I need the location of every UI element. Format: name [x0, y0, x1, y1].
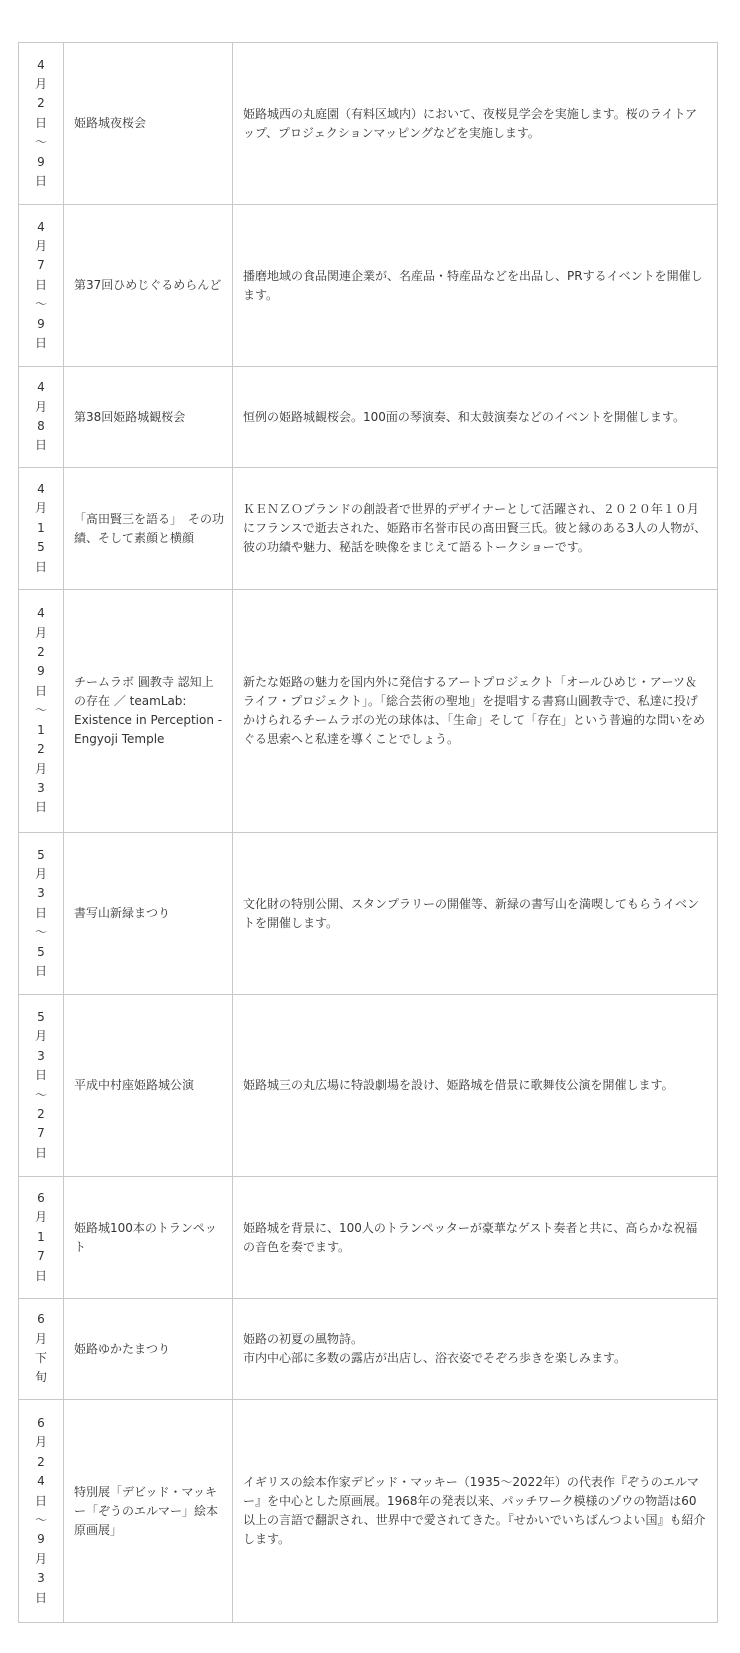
table-row	[19, 205, 718, 367]
event-title: 特別展「デビッド・マッキー「ぞうのエルマー」絵本原画展」	[64, 1400, 233, 1623]
table-row	[19, 833, 718, 995]
event-date	[19, 590, 64, 833]
table-row	[19, 43, 718, 205]
date-char: 月	[34, 501, 47, 516]
date-char: 7	[37, 258, 45, 273]
event-date	[19, 468, 64, 590]
date-char: ～	[34, 1513, 47, 1527]
date-char: ～	[34, 135, 47, 150]
date-char: 日	[34, 683, 47, 698]
date-char: 月	[34, 866, 47, 881]
date-char: 2	[37, 742, 45, 757]
date-char: 日	[34, 559, 47, 574]
date-char: 日	[34, 1493, 47, 1508]
event-title: 第38回姫路城観桜会	[64, 367, 233, 468]
date-char: 日	[34, 174, 47, 189]
table-row	[19, 367, 718, 468]
date-char: 月	[34, 399, 47, 414]
date-char: 日	[34, 336, 47, 351]
date-char: 4	[37, 606, 45, 621]
event-date	[19, 995, 64, 1177]
date-char: 日	[34, 1590, 47, 1605]
date-char: 4	[37, 1474, 45, 1489]
event-title: 平成中村座姫路城公演	[64, 995, 233, 1177]
date-char: 8	[37, 419, 45, 433]
date-char: 3	[37, 886, 45, 901]
date-char: 日	[34, 800, 47, 815]
date-char: 日	[34, 115, 47, 130]
event-title: 姫路城100本のトランペット	[64, 1177, 233, 1299]
date-char: 日	[34, 438, 47, 453]
table-row	[19, 1400, 718, 1623]
date-char: ～	[34, 925, 47, 940]
event-title: 姫路城夜桜会	[64, 43, 233, 205]
date-char: 月	[34, 1331, 47, 1346]
date-char: 日	[34, 277, 47, 292]
event-description: 姫路の初夏の風物詩。 市内中心部に多数の露店が出店し、浴衣姿でそぞろ歩きを楽しみます。	[233, 1299, 718, 1400]
date-char: 4	[37, 380, 45, 395]
table-row	[19, 468, 718, 590]
date-char: 4	[37, 219, 45, 234]
date-char: 1	[37, 722, 45, 737]
date-char: 月	[34, 238, 47, 253]
table-row	[19, 995, 718, 1177]
event-title: 第37回ひめじぐるめらんど	[64, 205, 233, 367]
date-char: 2	[37, 96, 45, 111]
date-char: 月	[34, 1435, 47, 1450]
date-char: 5	[37, 1009, 45, 1024]
date-char: 月	[34, 625, 47, 640]
date-char: 2	[37, 1454, 45, 1469]
event-title: 「髙田賢三を語る」 その功績、そして素顔と横顔	[64, 468, 233, 590]
date-char: ～	[34, 297, 47, 312]
table-row	[19, 1299, 718, 1400]
date-char: 6	[37, 1415, 45, 1430]
date-char: 月	[34, 761, 47, 776]
date-char: 5	[37, 847, 45, 862]
event-description: 恒例の姫路城観桜会。100面の琴演奏、和太鼓演奏などのイベントを開催します。	[233, 367, 718, 468]
event-description: 姫路城を背景に、100人のトランペッターが豪華なゲスト奏者と共に、高らかな祝福の音色を奏でます。	[233, 1177, 718, 1299]
event-description: 姫路城三の丸広場に特設劇場を設け、姫路城を借景に歌舞伎公演を開催します。	[233, 995, 718, 1177]
date-char: 日	[34, 1145, 47, 1160]
event-date	[19, 833, 64, 995]
event-date	[19, 1299, 64, 1400]
event-title: チームラボ 圓教寺 認知上の存在 ／ teamLab: Existence in Perception - Engyoji Temple	[64, 590, 233, 833]
date-char: ～	[34, 703, 47, 718]
date-char: 7	[37, 1249, 45, 1264]
date-char: 9	[37, 1532, 45, 1547]
table-row	[19, 590, 718, 833]
date-char: 1	[37, 1229, 45, 1244]
event-title: 姫路ゆかたまつり	[64, 1299, 233, 1400]
event-description: 姫路城西の丸庭園（有料区域内）において、夜桜見学会を実施します。桜のライトアップ、プロジェクションマッピングなどを実施します。	[233, 43, 718, 205]
date-char: 月	[34, 1210, 47, 1225]
event-date	[19, 367, 64, 468]
date-char: 日	[34, 905, 47, 920]
date-char: 9	[37, 316, 45, 331]
table-row	[19, 1177, 718, 1299]
date-char: 6	[37, 1312, 45, 1327]
event-title: 書写山新緑まつり	[64, 833, 233, 995]
event-description: イギリスの絵本作家デビッド・マッキー（1935～2022年）の代表作『ぞうのエルマー』を中心とした原画展。1968年の発表以来、パッチワーク模様のゾウの物語は60以上の言語で翻訳され、世界中で愛されてきた。『せかいでいちばんつよい国』も紹介します。	[233, 1400, 718, 1623]
date-char: 3	[37, 1048, 45, 1063]
date-char: 2	[37, 1106, 45, 1121]
date-char: 9	[37, 664, 45, 679]
date-char: 月	[34, 1029, 47, 1044]
date-char: 2	[37, 645, 45, 660]
date-char: 9	[37, 154, 45, 169]
event-date	[19, 43, 64, 205]
date-char: 月	[34, 1551, 47, 1566]
date-char: 4	[37, 57, 45, 72]
date-char: ～	[34, 1087, 47, 1102]
events-table-wrapper	[18, 42, 718, 1623]
date-char: 4	[37, 481, 45, 496]
event-description: ＫＥＮＺＯブランドの創設者で世界的デザイナーとして活躍され、２０２０年１０月にフランスで逝去された、姫路市名誉市民の髙田賢三氏。彼と縁のある3人の人物が、彼の功績や魅力、秘話を映像をまじえて語るトークショーです。	[233, 468, 718, 590]
event-description: 播磨地域の食品関連企業が、名産品・特産品などを出品し、PRするイベントを開催します。	[233, 205, 718, 367]
date-char: 3	[37, 1571, 45, 1586]
date-char: 5	[37, 944, 45, 959]
event-description: 新たな姫路の魅力を国内外に発信するアートプロジェクト「オールひめじ・アーツ＆ライフ・プロジェクト」。「総合芸術の聖地」を提唱する書寫山圓教寺で、私達に投げかけられるチームラボの光の球体は、「生命」そして「存在」という普遍的な問いをめぐる思索へと私達を導くことでしょう。	[233, 590, 718, 833]
date-char: 3	[37, 780, 45, 795]
date-char: 1	[37, 520, 45, 535]
events-table	[18, 42, 718, 1623]
date-char: 7	[37, 1126, 45, 1141]
event-description: 文化財の特別公開、スタンプラリーの開催等、新緑の書写山を満喫してもらうイベントを開催します。	[233, 833, 718, 995]
event-date	[19, 1400, 64, 1623]
date-char: 日	[34, 964, 47, 979]
date-char: 月	[34, 76, 47, 91]
event-date	[19, 205, 64, 367]
date-char: 日	[34, 1268, 47, 1283]
event-date	[19, 1177, 64, 1299]
date-char: 日	[34, 1068, 47, 1083]
date-char: 下	[34, 1351, 47, 1365]
date-char: 6	[37, 1190, 45, 1205]
date-char: 5	[37, 540, 45, 555]
date-char: 旬	[34, 1370, 47, 1385]
